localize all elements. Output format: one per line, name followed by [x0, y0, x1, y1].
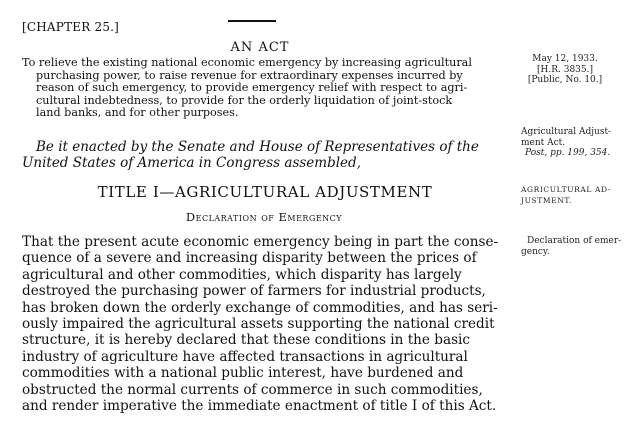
body-line: obstructed the normal currents of commerce in such commodities, [22, 381, 483, 398]
margin-declaration-line: Declaration of emer- [527, 236, 622, 246]
margin-note-title [521, 185, 633, 206]
purpose-line: To relieve the existing national economic emergency by increasing agricultural [22, 56, 472, 69]
margin-title-line: AGRICULTURAL AD- [521, 185, 611, 194]
body-line: destroyed the purchasing power of farmers for industrial products, [22, 283, 486, 300]
body-line: ously impaired the agricultural assets supporting the national credit [22, 316, 495, 333]
body-line: agricultural and other commodities, which disparity has largely [22, 266, 462, 283]
margin-declaration-line: gency. [521, 246, 550, 257]
enacting-line: Be it enacted by the Senate and House of Representatives of the [36, 139, 479, 155]
margin-note-declaration [521, 236, 633, 257]
body-line: quence of a severe and increasing disparity between the prices of [22, 250, 477, 267]
body-line: has broken down the orderly exchange of commodities, and has seri- [22, 299, 498, 316]
margin-title-line: JUSTMENT. [521, 195, 572, 205]
margin-date: May 12, 1933. [532, 54, 598, 64]
title-heading: TITLE I—AGRICULTURAL ADJUSTMENT [97, 183, 433, 201]
body-line: commodities with a national public interest, have burdened and [22, 365, 464, 382]
margin-subject-line: ment Act. [521, 137, 566, 148]
declaration-body [22, 234, 512, 414]
body-line: and render imperative the immediate enactment of title I of this Act. [22, 398, 497, 415]
enacting-line: United States of America in Congress assembled, [22, 155, 361, 171]
enacting-clause [22, 139, 512, 171]
header-rule [228, 20, 276, 22]
declaration-heading: Declaration of Emergency [185, 210, 343, 224]
margin-note-date [525, 54, 605, 86]
margin-subject-line: Agricultural Adjust- [521, 127, 612, 137]
margin-bill: [H.R. 3835.] [537, 64, 593, 75]
margin-subject-line: Post, pp. 199, 354. [525, 148, 611, 158]
chapter-label: [CHAPTER 25.] [22, 20, 120, 34]
body-line: industry of agriculture have affected transactions in agricultural [22, 348, 468, 365]
margin-public: [Public, No. 10.] [527, 75, 603, 85]
purpose-line: purchasing power, to raise revenue for extraordinary expenses incurred by [36, 68, 463, 82]
purpose-line: reason of such emergency, to provide emergency relief with respect to agri- [36, 81, 468, 95]
body-line: structure, it is hereby declared that these conditions in the basic [22, 332, 471, 349]
act-purpose [22, 57, 512, 120]
purpose-line: cultural indebtedness, to provide for the orderly liquidation of joint-stock [36, 93, 453, 107]
body-line: That the present acute economic emergency being in part the conse- [22, 234, 499, 250]
purpose-line: land banks, and for other purposes. [36, 106, 239, 120]
margin-note-subject [521, 127, 633, 159]
act-title: AN ACT [230, 40, 290, 55]
